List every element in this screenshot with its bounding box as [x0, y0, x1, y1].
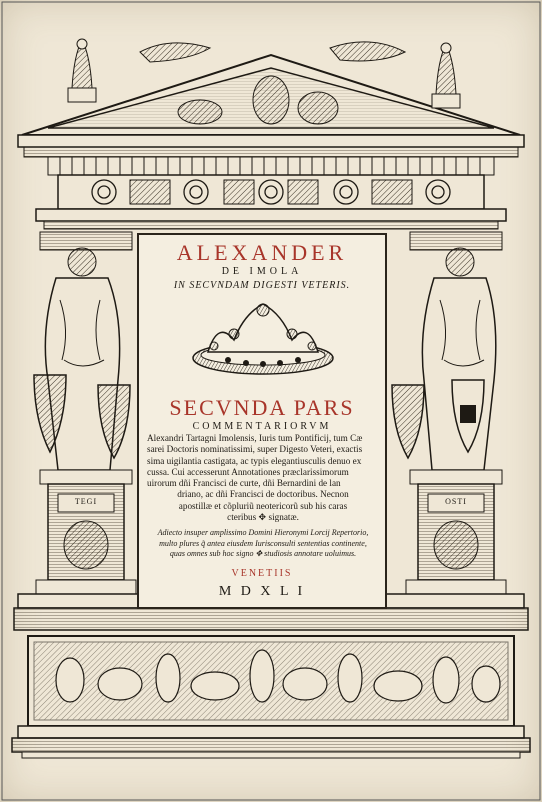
description-line: sima uigilantia castigata, ac typis elegantiusculis denuo ex — [147, 455, 362, 466]
imprint-place: VENETIIS — [231, 568, 293, 579]
part-title: SECVNDA PARS — [169, 395, 355, 420]
note-line: quas omnes sub hoc signo ✥ studiosis annotare uoluimus. — [169, 549, 357, 558]
description — [147, 433, 379, 523]
repertorium-note — [147, 528, 379, 560]
entablature — [18, 135, 524, 229]
left-caryatid — [34, 232, 136, 594]
note-line: multo plures q̃ antea eiusdem Iurisconsulti sententias continente, — [159, 538, 367, 548]
left-plaque: TEGI — [74, 497, 98, 506]
description-line: driano, ac dñi Francisci de doctoribus. Necnon — [177, 489, 349, 500]
description-line: Alexandri Tartagni Imolensis, Iuris tum Pontificij, tum Cæ — [147, 433, 363, 443]
description-line: sarei Doctoris nominatissimi, super Digesto Veteri, exactis — [147, 444, 363, 455]
part-subtitle: COMMENTARIORVM — [192, 421, 332, 432]
imprint-year: M D X L I — [218, 584, 306, 599]
title-panel — [137, 233, 387, 609]
right-caryatid — [392, 232, 506, 594]
description-line: apostillæ et cõpluriũ neotericorũ sub his caras — [178, 500, 348, 511]
right-statue — [432, 43, 460, 108]
crown-emblem — [188, 300, 338, 382]
author-name: ALEXANDER — [176, 240, 348, 265]
left-statue — [68, 39, 96, 102]
plinth — [12, 594, 530, 758]
description-line: cussa. Cui accesserunt Annotationes præclarissimorum — [147, 466, 349, 477]
description-line: cteribus ✥ signatæ. — [227, 512, 299, 523]
description-line: uirorum dñi Francisci de curte, dñi Bernardini de lan — [147, 478, 341, 489]
note-line: Adiecto insuper amplissimo Domini Hieronymi Lorcij Repertorio, — [157, 528, 369, 537]
author-origin: DE IMOLA — [221, 266, 303, 277]
right-plaque: OSTI — [445, 497, 467, 506]
work-subject: IN SECVNDAM DIGESTI VETERIS. — [173, 280, 351, 291]
